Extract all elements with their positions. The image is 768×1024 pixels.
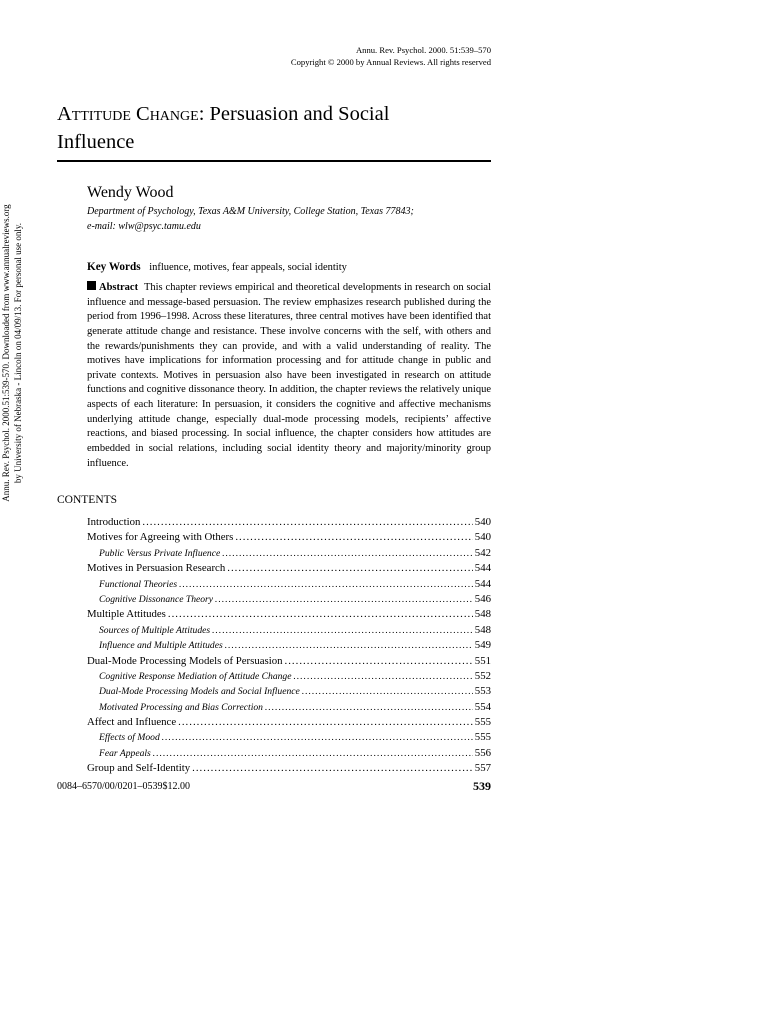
- toc-subentry: Public Versus Private Influence ..... 542: [87, 547, 491, 562]
- toc-subentry: Cognitive Response Mediation of Attitude Change ..... 552: [87, 670, 491, 685]
- author-email: e-mail: wlw@psyc.tamu.edu: [87, 220, 201, 232]
- journal-header: [291, 45, 491, 68]
- toc-subentry: Influence and Multiple Attitudes ..... 549: [87, 639, 491, 654]
- keywords-list: influence, motives, fear appeals, social identity: [149, 262, 347, 273]
- copyright-notice: Copyright © 2000 by Annual Reviews. All rights reserved: [290, 56, 491, 67]
- toc-subentry: Motivated Processing and Bias Correction ..... 554: [87, 701, 491, 716]
- toc-entry: Motives in Persuasion Research ..... 544: [87, 562, 491, 577]
- toc-subentry: Fear Appeals ..... 556: [87, 747, 491, 762]
- toc-entry: Motives for Agreeing with Others ..... 540: [87, 531, 491, 546]
- abstract-label: Abstract: [99, 282, 139, 293]
- table-of-contents: [87, 516, 491, 778]
- toc-entry: Introduction ..... 540: [87, 516, 491, 531]
- download-notice-line1: Annu. Rev. Psychol. 2000.51:539-570. Downloaded from www.annualreviews.org: [1, 204, 11, 502]
- article-title: [57, 100, 491, 156]
- toc-entry: Multiple Attitudes ..... 548: [87, 608, 491, 623]
- toc-entry: Group and Self-Identity ..... 557: [87, 762, 491, 777]
- contents-heading: CONTENTS: [57, 494, 118, 506]
- abstract: [87, 281, 491, 471]
- article-code: 0084–6570/00/0201–0539$12.00: [57, 781, 191, 792]
- toc-subentry: Functional Theories ..... 544: [87, 578, 491, 593]
- download-notice-line2: by University of Nebraska - Lincoln on 04/09/13. For personal use only.: [12, 222, 23, 484]
- toc-subentry: Dual-Mode Processing Models and Social Influence ..... 553: [87, 685, 491, 700]
- toc-subentry: Sources of Multiple Attitudes ..... 548: [87, 624, 491, 639]
- title-main: Attitude Change: [57, 103, 199, 125]
- title-second-line: Influence: [57, 131, 135, 153]
- affiliation-text: Department of Psychology, Texas A&M University, College Station, Texas 77843;: [87, 206, 414, 217]
- keywords-line: [87, 261, 347, 273]
- toc-entry: Dual-Mode Processing Models of Persuasion ..... 551: [87, 655, 491, 670]
- square-bullet-icon: [87, 281, 96, 290]
- abstract-text: This chapter reviews empirical and theoretical developments in research on social influence and message-based persuasion. The review emphasizes research published during the period from 1996–1998. Across these literatures, three central motives have been identified that generate attitude change and resistance. These involve concerns with the self, with others and the rewards/punishments they can provide, and with a valid understanding of reality. The motives have implications for information processing and for attitude change in public and private contexts. Motives in persuasion also have been investigated in research on attitude functions and cognitive dissonance theory. In addition, the chapter reviews the relatively unique aspects of each literature: In persuasion, it considers the cognitive and affective mechanisms underlying attitude change, especially dual-mode processing models, recipients’ affective reactions, and biased processing. In social influence, the chapter considers how attitudes are embedded in social relations, including social identity theory and majority/minority group influence.: [87, 282, 492, 469]
- download-notice: [1, 188, 24, 518]
- toc-subentry: Effects of Mood ..... 555: [87, 731, 491, 746]
- journal-citation: Annu. Rev. Psychol. 2000. 51:539–570: [355, 45, 491, 55]
- toc-entry: Affect and Influence ..... 555: [87, 716, 491, 731]
- author-affiliation: [87, 205, 497, 234]
- keywords-label: Key Words: [87, 261, 141, 273]
- author-name: Wendy Wood: [87, 184, 174, 201]
- article-title-block: [57, 100, 491, 162]
- title-continuation: : Persuasion and Social: [198, 103, 390, 125]
- page-number: 539: [473, 779, 491, 793]
- toc-subentry: Cognitive Dissonance Theory ..... 546: [87, 593, 491, 608]
